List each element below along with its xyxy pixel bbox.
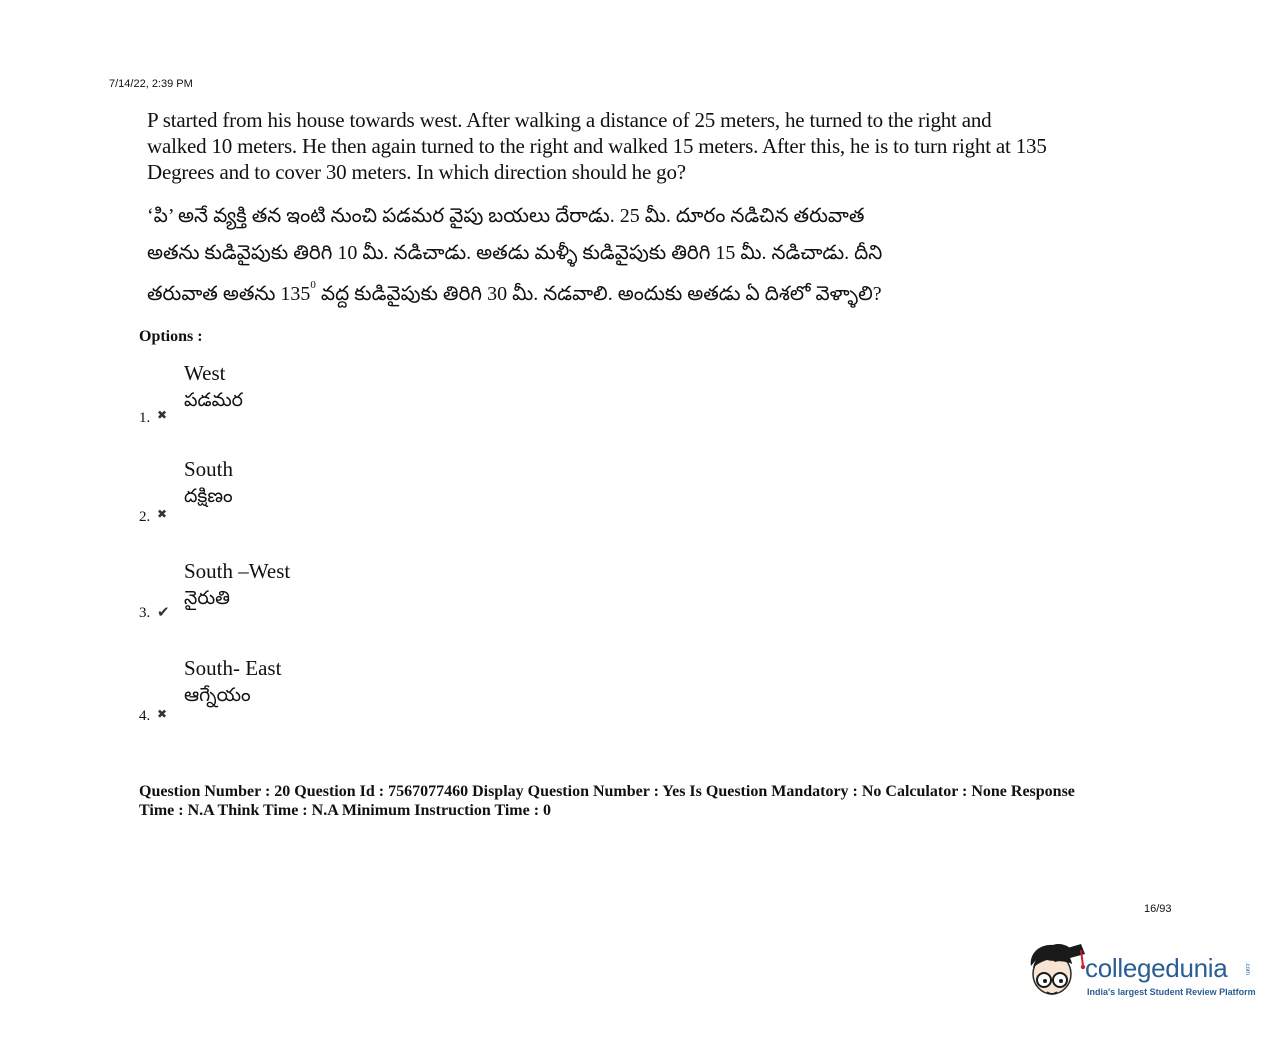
option-telugu: దక్షిణం — [184, 486, 233, 507]
degree-superscript: 0 — [310, 279, 316, 291]
telugu-line-3-end: వద్ద కుడివైపుకు తిరిగి 30 మీ. నడవాలి. అందుకు అతడు ఏ దిశలో వెళ్ళాలి? — [315, 283, 882, 305]
option-telugu: ఆగ్నేయం — [184, 685, 251, 706]
logo-domain-suffix: .com — [1244, 962, 1250, 976]
question-text-telugu-line-3 — [147, 279, 882, 310]
option-telugu: పడమర — [184, 390, 243, 411]
logo-wordmark: collegedunia — [1085, 953, 1228, 983]
mascot-icon — [1025, 940, 1087, 1010]
option-number: 2. — [139, 509, 151, 525]
metadata-line-2: Time : N.A Think Time : N.A Minimum Instruction Time : 0 — [139, 802, 552, 819]
question-text-english: P started from his house towards west. After walking a distance of 25 meters, he turned to the right and walked 10 meters. He then again turned to the right and walked 15 meters. After this, he is to turn right at 135 Degrees and to cover 30 meters. In which direction should he go? — [147, 108, 1047, 184]
question-metadata — [139, 782, 1169, 820]
option-english: West — [184, 361, 226, 385]
logo-tagline: India's largest Student Review Platform — [1087, 987, 1256, 997]
cross-icon: ✖ — [157, 507, 168, 521]
telugu-line-3-start: తరువాత అతను 135 — [147, 283, 311, 305]
option-english: South — [184, 457, 234, 481]
option-number: 4. — [139, 708, 151, 724]
option-number: 3. — [139, 605, 151, 621]
cross-icon: ✖ — [157, 408, 168, 422]
option-telugu: నైరుతి — [184, 588, 231, 609]
question-text-telugu-line-2: అతను కుడివైపుకు తిరిగి 10 మీ. నడిచాడు. అతడు మళ్ళీ కుడివైపుకు తిరిగి 15 మీ. నడిచాడు. దీని — [147, 242, 883, 264]
cross-icon: ✖ — [157, 707, 168, 721]
option-english: South –West — [184, 559, 291, 583]
page-number: 16/93 — [1144, 903, 1172, 915]
options-heading: Options : — [139, 328, 203, 345]
check-icon: ✔ — [157, 604, 170, 621]
collegedunia-logo — [1025, 940, 1260, 1010]
option-english: South- East — [184, 656, 282, 680]
metadata-line-1: Question Number : 20 Question Id : 7567077460 Display Question Number : Yes Is Question Mandatory : No Calculator : None Response — [139, 783, 1075, 800]
question-text-telugu-line-1: ‘పి’ అనే వ్యక్తి తన ఇంటి నుంచి పడమర వైపు బయలు దేరాడు. 25 మీ. దూరం నడిచిన తరువాత — [147, 205, 865, 227]
print-timestamp: 7/14/22, 2:39 PM — [109, 78, 193, 90]
option-number: 1. — [139, 410, 151, 426]
